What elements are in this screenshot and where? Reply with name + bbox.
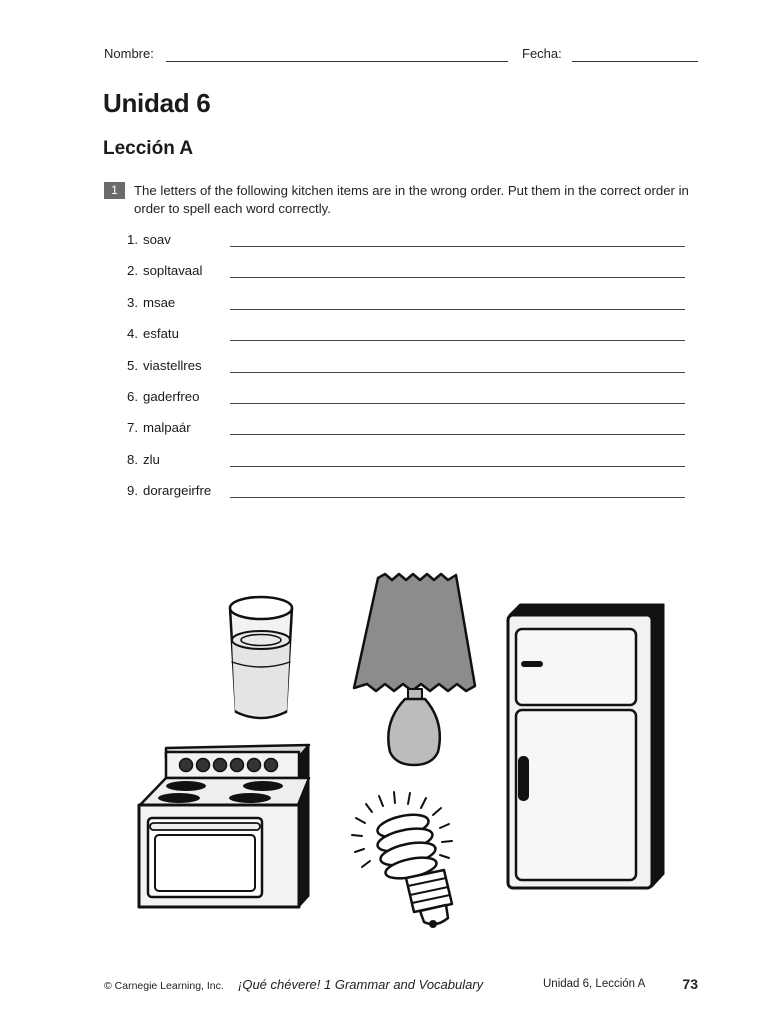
answer-line[interactable] bbox=[230, 309, 685, 310]
stove-icon bbox=[139, 745, 309, 907]
scrambled-word: esfatu bbox=[143, 326, 179, 342]
kitchen-illustrations bbox=[0, 560, 768, 960]
list-item bbox=[120, 416, 685, 447]
exercise-instructions: The letters of the following kitchen items are in the wrong order. Put them in the correct order in order to spell each word correctly. bbox=[134, 183, 689, 216]
item-number: 4. bbox=[127, 326, 138, 342]
scrambled-word: msae bbox=[143, 294, 176, 310]
list-item bbox=[120, 479, 685, 510]
scrambled-word: malpaár bbox=[143, 420, 191, 436]
item-number: 3. bbox=[127, 294, 138, 310]
fecha-field[interactable] bbox=[572, 61, 698, 62]
list-item bbox=[120, 448, 685, 479]
fecha-label: Fecha: bbox=[522, 46, 562, 61]
item-number: 7. bbox=[127, 420, 138, 436]
light-bulb-icon bbox=[352, 792, 452, 928]
lesson-title: Lección A bbox=[103, 138, 194, 159]
refrigerator-icon bbox=[508, 604, 664, 888]
answer-line[interactable] bbox=[230, 340, 685, 341]
list-item bbox=[120, 259, 685, 290]
answer-line[interactable] bbox=[230, 372, 685, 373]
copyright-text: © Carnegie Learning, Inc. bbox=[104, 980, 224, 992]
scrambled-word: viastellres bbox=[143, 357, 202, 373]
name-date-header bbox=[104, 44, 698, 64]
lamp-icon bbox=[354, 574, 475, 765]
scrambled-word: dorargeirfre bbox=[143, 483, 212, 499]
nombre-label: Nombre: bbox=[104, 46, 154, 61]
scrambled-word: soav bbox=[143, 232, 171, 247]
item-number: 8. bbox=[127, 451, 138, 467]
list-item bbox=[120, 354, 685, 385]
item-number: 9. bbox=[127, 483, 138, 499]
glass-of-water-icon bbox=[230, 597, 292, 718]
item-number: 2. bbox=[127, 263, 138, 279]
page-number: 73 bbox=[682, 976, 698, 992]
nombre-field[interactable] bbox=[166, 61, 508, 62]
book-title: ¡Qué chévere! 1 Grammar and Vocabulary bbox=[238, 977, 484, 992]
answer-line[interactable] bbox=[230, 497, 685, 498]
list-item bbox=[120, 228, 685, 259]
answer-line[interactable] bbox=[230, 277, 685, 278]
list-item bbox=[120, 385, 685, 416]
unit-title: Unidad 6 bbox=[103, 88, 211, 118]
scrambled-word: gaderfreo bbox=[143, 388, 200, 404]
unit-lesson-label: Unidad 6, Lección A bbox=[543, 978, 646, 990]
list-item bbox=[120, 322, 685, 353]
answer-line[interactable] bbox=[230, 466, 685, 467]
scrambled-word: sopltavaal bbox=[143, 263, 203, 279]
answer-line[interactable] bbox=[230, 246, 685, 247]
scrambled-word: zlu bbox=[143, 451, 160, 467]
item-number: 1. bbox=[127, 232, 138, 247]
list-item bbox=[120, 291, 685, 322]
item-number: 5. bbox=[127, 357, 138, 373]
page-footer bbox=[104, 976, 698, 996]
answer-line[interactable] bbox=[230, 403, 685, 404]
exercise-number-badge: 1 bbox=[104, 182, 125, 199]
scrambled-word-list bbox=[120, 228, 685, 511]
item-number: 6. bbox=[127, 388, 138, 404]
answer-line[interactable] bbox=[230, 434, 685, 435]
